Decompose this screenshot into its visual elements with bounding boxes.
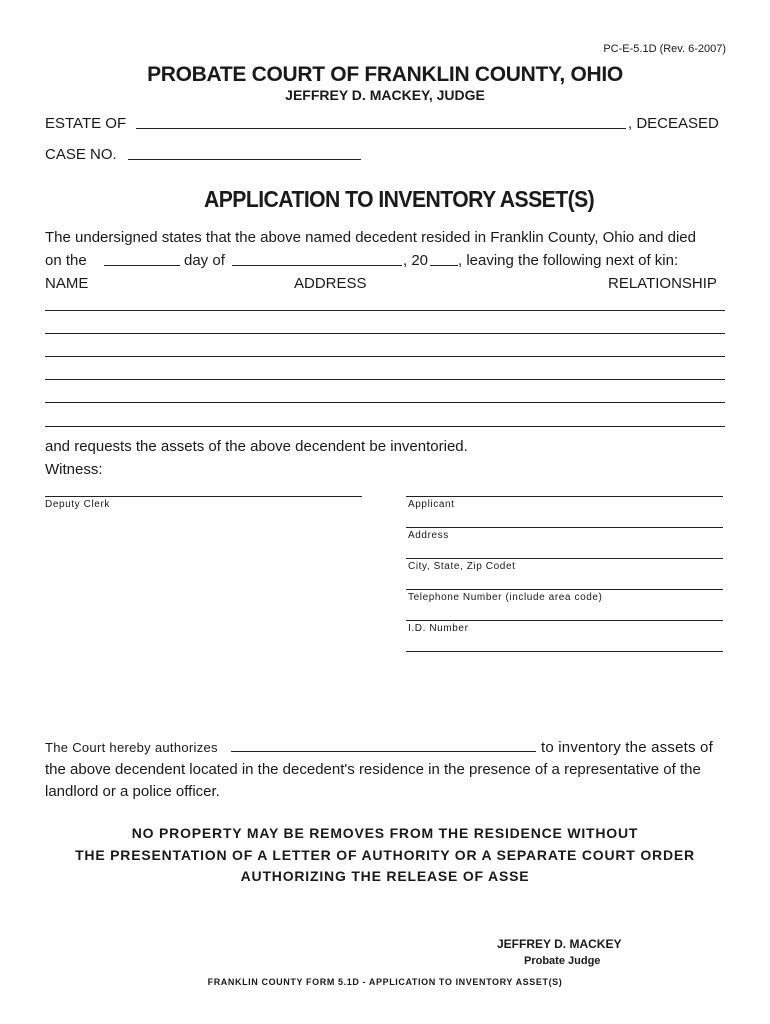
kin-line-2[interactable]: [45, 333, 725, 334]
estate-label: ESTATE OF: [45, 115, 127, 132]
judge-header: JEFFREY D. MACKEY, JUDGE: [285, 87, 485, 103]
authorization-suffix: to inventory the assets of: [541, 739, 713, 756]
id-number-field[interactable]: [406, 651, 723, 652]
requests-text: and requests the assets of the above decendent be inventoried.: [45, 438, 468, 455]
kin-relationship-header: RELATIONSHIP: [608, 275, 717, 292]
statement-year-prefix: , 20: [403, 252, 429, 269]
authorized-person-field[interactable]: [231, 751, 536, 752]
estate-field[interactable]: [136, 128, 626, 129]
city-state-zip-line[interactable]: [406, 558, 723, 559]
witness-label: Witness:: [45, 461, 103, 478]
document-title: APPLICATION TO INVENTORY ASSET(S): [204, 186, 595, 212]
notice-line3: AUTHORIZING THE RELEASE OF ASSE: [240, 868, 530, 884]
address-label: Address: [408, 530, 449, 541]
judge-name: JEFFREY D. MACKEY: [497, 937, 622, 951]
case-number-field[interactable]: [128, 159, 361, 160]
authorization-line2: the above decendent located in the decedent's residence in the presence of a representative of the: [45, 761, 701, 778]
kin-line-3[interactable]: [45, 356, 725, 357]
death-year-field[interactable]: [430, 265, 458, 266]
statement-line1: The undersigned states that the above named decedent resided in Franklin County, Ohio and died: [45, 229, 696, 246]
form-code: PC-E-5.1D (Rev. 6-2007): [603, 43, 726, 55]
kin-line-4[interactable]: [45, 379, 725, 380]
case-label: CASE NO.: [45, 146, 117, 163]
id-number-label: I.D. Number: [408, 623, 469, 634]
kin-name-header: NAME: [45, 275, 89, 292]
telephone-label: Telephone Number (include area code): [408, 592, 603, 603]
court-name: PROBATE COURT OF FRANKLIN COUNTY, OHIO: [147, 63, 623, 86]
applicant-label: Applicant: [408, 499, 455, 510]
authorization-line3: landlord or a police officer.: [45, 783, 220, 800]
kin-address-header: ADDRESS: [294, 275, 367, 292]
statement-day-of: day of: [184, 252, 225, 269]
city-state-zip-label: City, State, Zip Codet: [408, 561, 516, 572]
deputy-clerk-signature-line[interactable]: [45, 496, 362, 497]
kin-line-1[interactable]: [45, 310, 725, 311]
applicant-signature-line[interactable]: [406, 496, 723, 497]
notice-line1: NO PROPERTY MAY BE REMOVES FROM THE RESIDENCE WITHOUT: [131, 825, 639, 841]
deceased-label: , DECEASED: [628, 115, 719, 132]
address-line[interactable]: [406, 527, 723, 528]
kin-line-5[interactable]: [45, 402, 725, 403]
telephone-line[interactable]: [406, 589, 723, 590]
authorization-prefix: The Court hereby authorizes: [45, 740, 218, 755]
form-footer: FRANKLIN COUNTY FORM 5.1D - APPLICATION TO INVENTORY ASSET(S): [207, 977, 563, 987]
death-month-field[interactable]: [232, 265, 402, 266]
death-day-field[interactable]: [104, 265, 180, 266]
kin-line-6[interactable]: [45, 426, 725, 427]
notice-line2: THE PRESENTATION OF A LETTER OF AUTHORITY OR A SEPARATE COURT ORDER: [75, 847, 695, 863]
statement-kin-text: , leaving the following next of kin:: [458, 252, 679, 269]
id-number-line[interactable]: [406, 620, 723, 621]
judge-title: Probate Judge: [524, 955, 601, 967]
deputy-clerk-label: Deputy Clerk: [45, 499, 110, 510]
statement-on-the: on the: [45, 252, 87, 269]
